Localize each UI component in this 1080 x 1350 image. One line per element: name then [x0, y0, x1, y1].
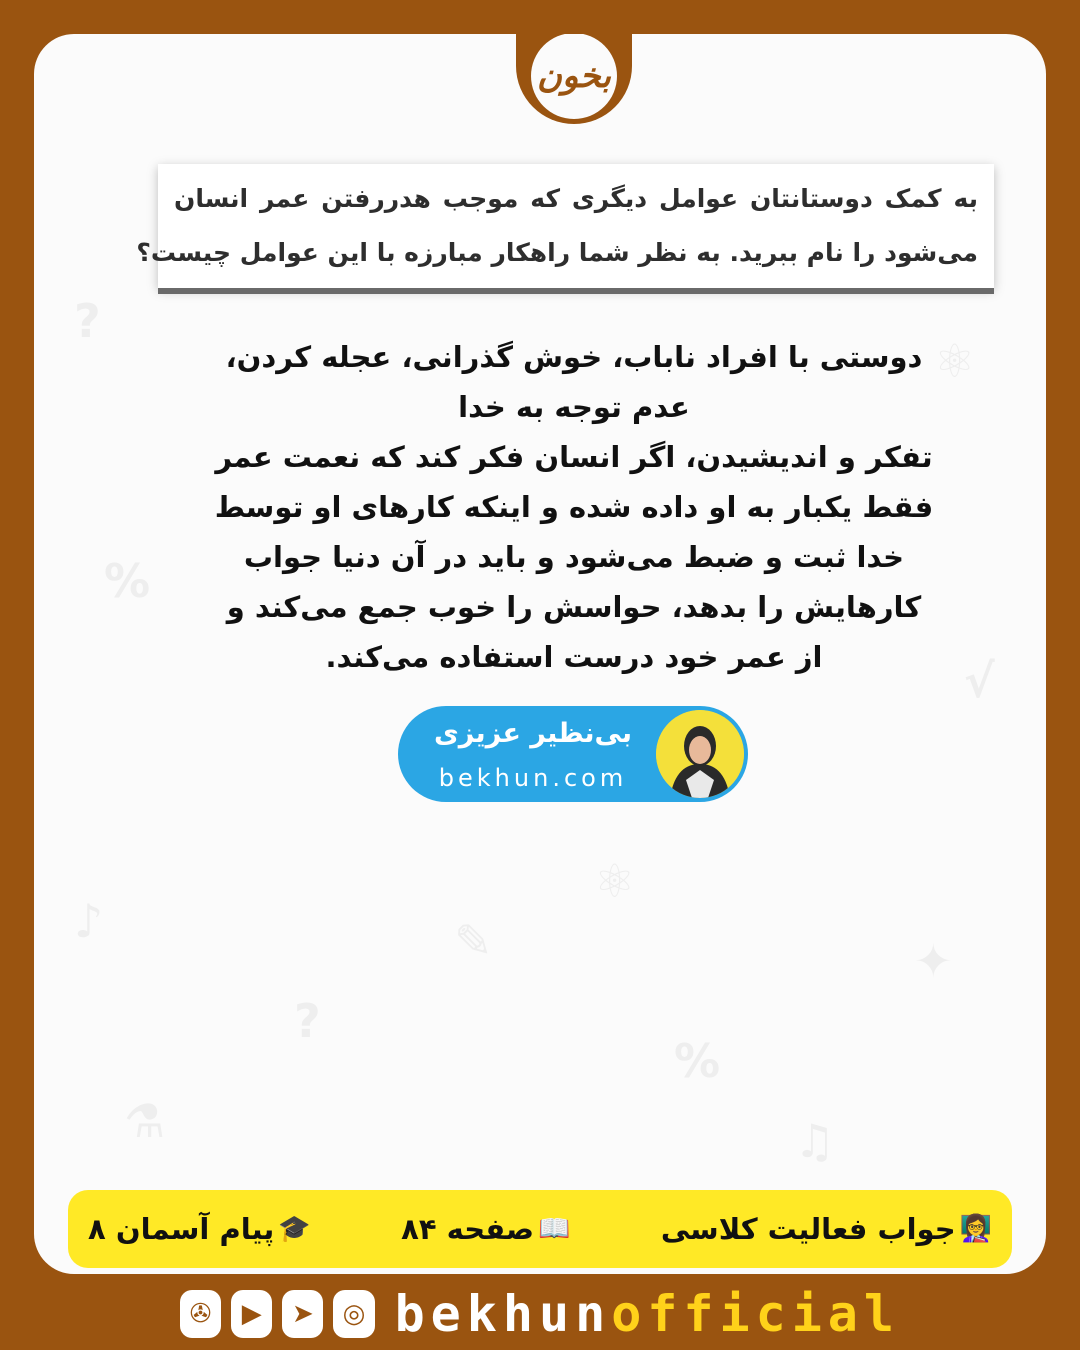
telegram-icon[interactable]: ➤: [282, 1290, 323, 1338]
answer-line-5: خدا ثبت و ضبط می‌شود و باید در آن دنیا جواب: [243, 540, 905, 574]
doodle-question-icon-2: ?: [294, 994, 321, 1048]
brand-handle[interactable]: [395, 1285, 900, 1343]
logo-text: بخون: [537, 56, 611, 96]
footer-info-bar: [68, 1190, 1012, 1268]
author-site[interactable]: bekhun.com: [438, 764, 628, 792]
brand-part-2: official: [611, 1285, 901, 1343]
answer-line-2: عدم توجه به خدا: [458, 390, 690, 424]
film-reel-icon[interactable]: ✇: [180, 1290, 221, 1338]
doodle-music-icon: ♪: [74, 894, 104, 948]
youtube-icon[interactable]: ▶: [231, 1290, 272, 1338]
footer-book-label: پیام آسمان ۸: [88, 1212, 275, 1246]
doodle-sqrt-icon: √: [964, 654, 995, 708]
author-avatar: [656, 710, 744, 798]
graduation-cap-icon: 🎓: [278, 1214, 311, 1244]
content-card: [34, 34, 1046, 1274]
open-book-icon: 📖: [538, 1214, 571, 1244]
footer-activity-label: جواب فعالیت کلاسی: [660, 1212, 956, 1246]
answer-line-3: تفکر و اندیشیدن، اگر انسان فکر کند که نعمت عمر: [215, 440, 933, 474]
answer-text: [194, 332, 954, 682]
instagram-icon[interactable]: ◎: [333, 1290, 374, 1338]
doodle-question-icon: ?: [74, 294, 101, 348]
answer-line-6: کارهایش را بدهد، حواسش را خوب جمع می‌کند و: [226, 590, 922, 624]
footer-activity: [661, 1212, 992, 1246]
logo: [531, 34, 617, 119]
question-box: [136, 164, 994, 288]
brand-part-1: bekhun: [394, 1285, 612, 1343]
author-badge[interactable]: [398, 706, 748, 802]
doodle-book-icon: ✎: [454, 914, 493, 968]
doodle-music-icon-2: ♫: [794, 1114, 836, 1168]
doodle-percent-icon-2: %: [674, 1034, 721, 1088]
author-name: بی‌نظیر عزیزی: [433, 718, 633, 749]
doodle-star-icon: ✦: [914, 934, 953, 988]
doodle-percent-icon: %: [104, 554, 151, 608]
footer-page-label: صفحه ۸۴: [401, 1212, 535, 1246]
logo-badge: [516, 34, 632, 124]
question-line-2: می‌شود را نام ببرید. به نظر شما راهکار مبارزه با این عوامل چیست؟: [136, 238, 978, 267]
doodle-atom-icon-2: ⚛: [594, 854, 636, 908]
question-line-1: به کمک دوستانتان عوامل دیگری که موجب هدررفتن عمر انسان: [174, 184, 978, 213]
doodle-flask-icon: ⚗: [124, 1094, 166, 1148]
answer-line-4: فقط یکبار به او داده شده و اینکه کارهای او توسط: [214, 490, 934, 524]
teacher-icon: 👩‍🏫: [959, 1214, 992, 1244]
social-bar: [180, 1284, 900, 1344]
answer-line-1: دوستی با افراد ناباب، خوش گذرانی، عجله کردن،: [225, 340, 923, 374]
footer-book: [88, 1212, 311, 1246]
answer-line-7: از عمر خود درست استفاده می‌کند.: [325, 640, 823, 674]
footer-page: [401, 1212, 570, 1246]
doodle-atom-icon: ⚛: [934, 334, 976, 388]
